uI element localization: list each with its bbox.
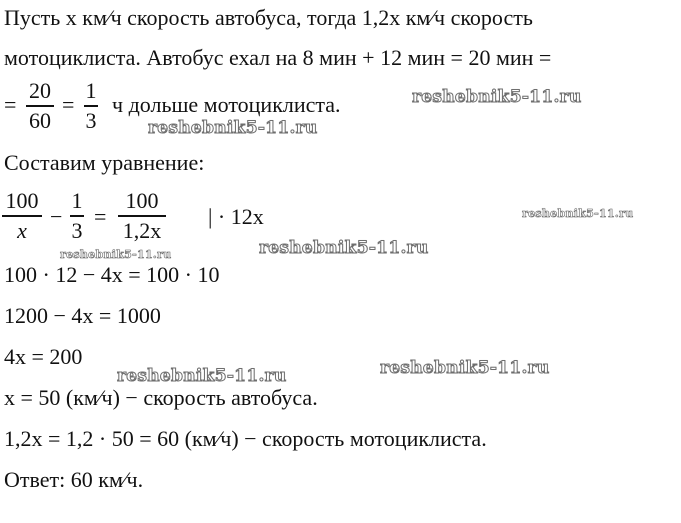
fraction-bar [2,215,42,217]
fraction-denominator: 1,2x [122,217,162,243]
fraction-bar [84,105,98,107]
text-line-4: Составим уравнение: [4,150,205,175]
step-5: 1,2x = 1,2 · 50 = 60 (км⁄ч) − скорость мотоциклиста. [4,426,487,451]
fraction-denominator: 3 [71,217,83,243]
fraction-numerator: 1 [71,188,83,213]
watermark: reshebnik5-11.ru [60,248,172,261]
fraction-numerator: 100 [125,188,159,213]
fraction-numerator: 20 [29,78,51,103]
fraction-bar [118,215,166,217]
step-2: 1200 − 4x = 1000 [4,303,161,328]
fraction-denominator: 60 [29,107,51,133]
text-line-2: мотоциклиста. Автобус ехал на 8 мин + 12 мин = 20 мин = [4,45,552,70]
equals-sign: = [94,204,107,229]
fraction-bar [26,105,54,107]
watermark: reshebnik5-11.ru [259,238,429,258]
step-1: 100 · 12 − 4x = 100 · 10 [4,262,220,287]
fraction-denominator: x [17,217,27,243]
fraction-numerator: 100 [5,188,39,213]
text-line-1: Пусть x км⁄ч скорость автобуса, тогда 1,2x км⁄ч скорость [4,5,533,30]
fraction-denominator: 3 [85,107,97,133]
equals-sign: = [62,92,75,117]
step-4: x = 50 (км⁄ч) − скорость автобуса. [4,385,318,410]
equals-sign: = [4,92,17,117]
fraction-20-60 [26,80,54,132]
fraction-100-x [2,190,42,242]
watermark: reshebnik5-11.ru [148,118,318,138]
fraction-100-1-2x [118,190,166,242]
line-3-text: ч дольше мотоциклиста. [112,92,341,117]
fraction-1-3 [84,80,98,132]
step-3: 4x = 200 [4,344,83,369]
multiplier: | · 12x [208,204,264,229]
watermark: reshebnik5-11.ru [412,87,582,107]
watermark: reshebnik5-11.ru [380,358,550,378]
fraction-bar [70,215,84,217]
fraction-numerator: 1 [85,78,97,103]
watermark: reshebnik5-11.ru [522,207,634,220]
minus-sign: − [50,204,63,229]
answer: Ответ: 60 км⁄ч. [4,467,144,492]
watermark: reshebnik5-11.ru [117,366,287,386]
fraction-1-3 [70,190,84,242]
